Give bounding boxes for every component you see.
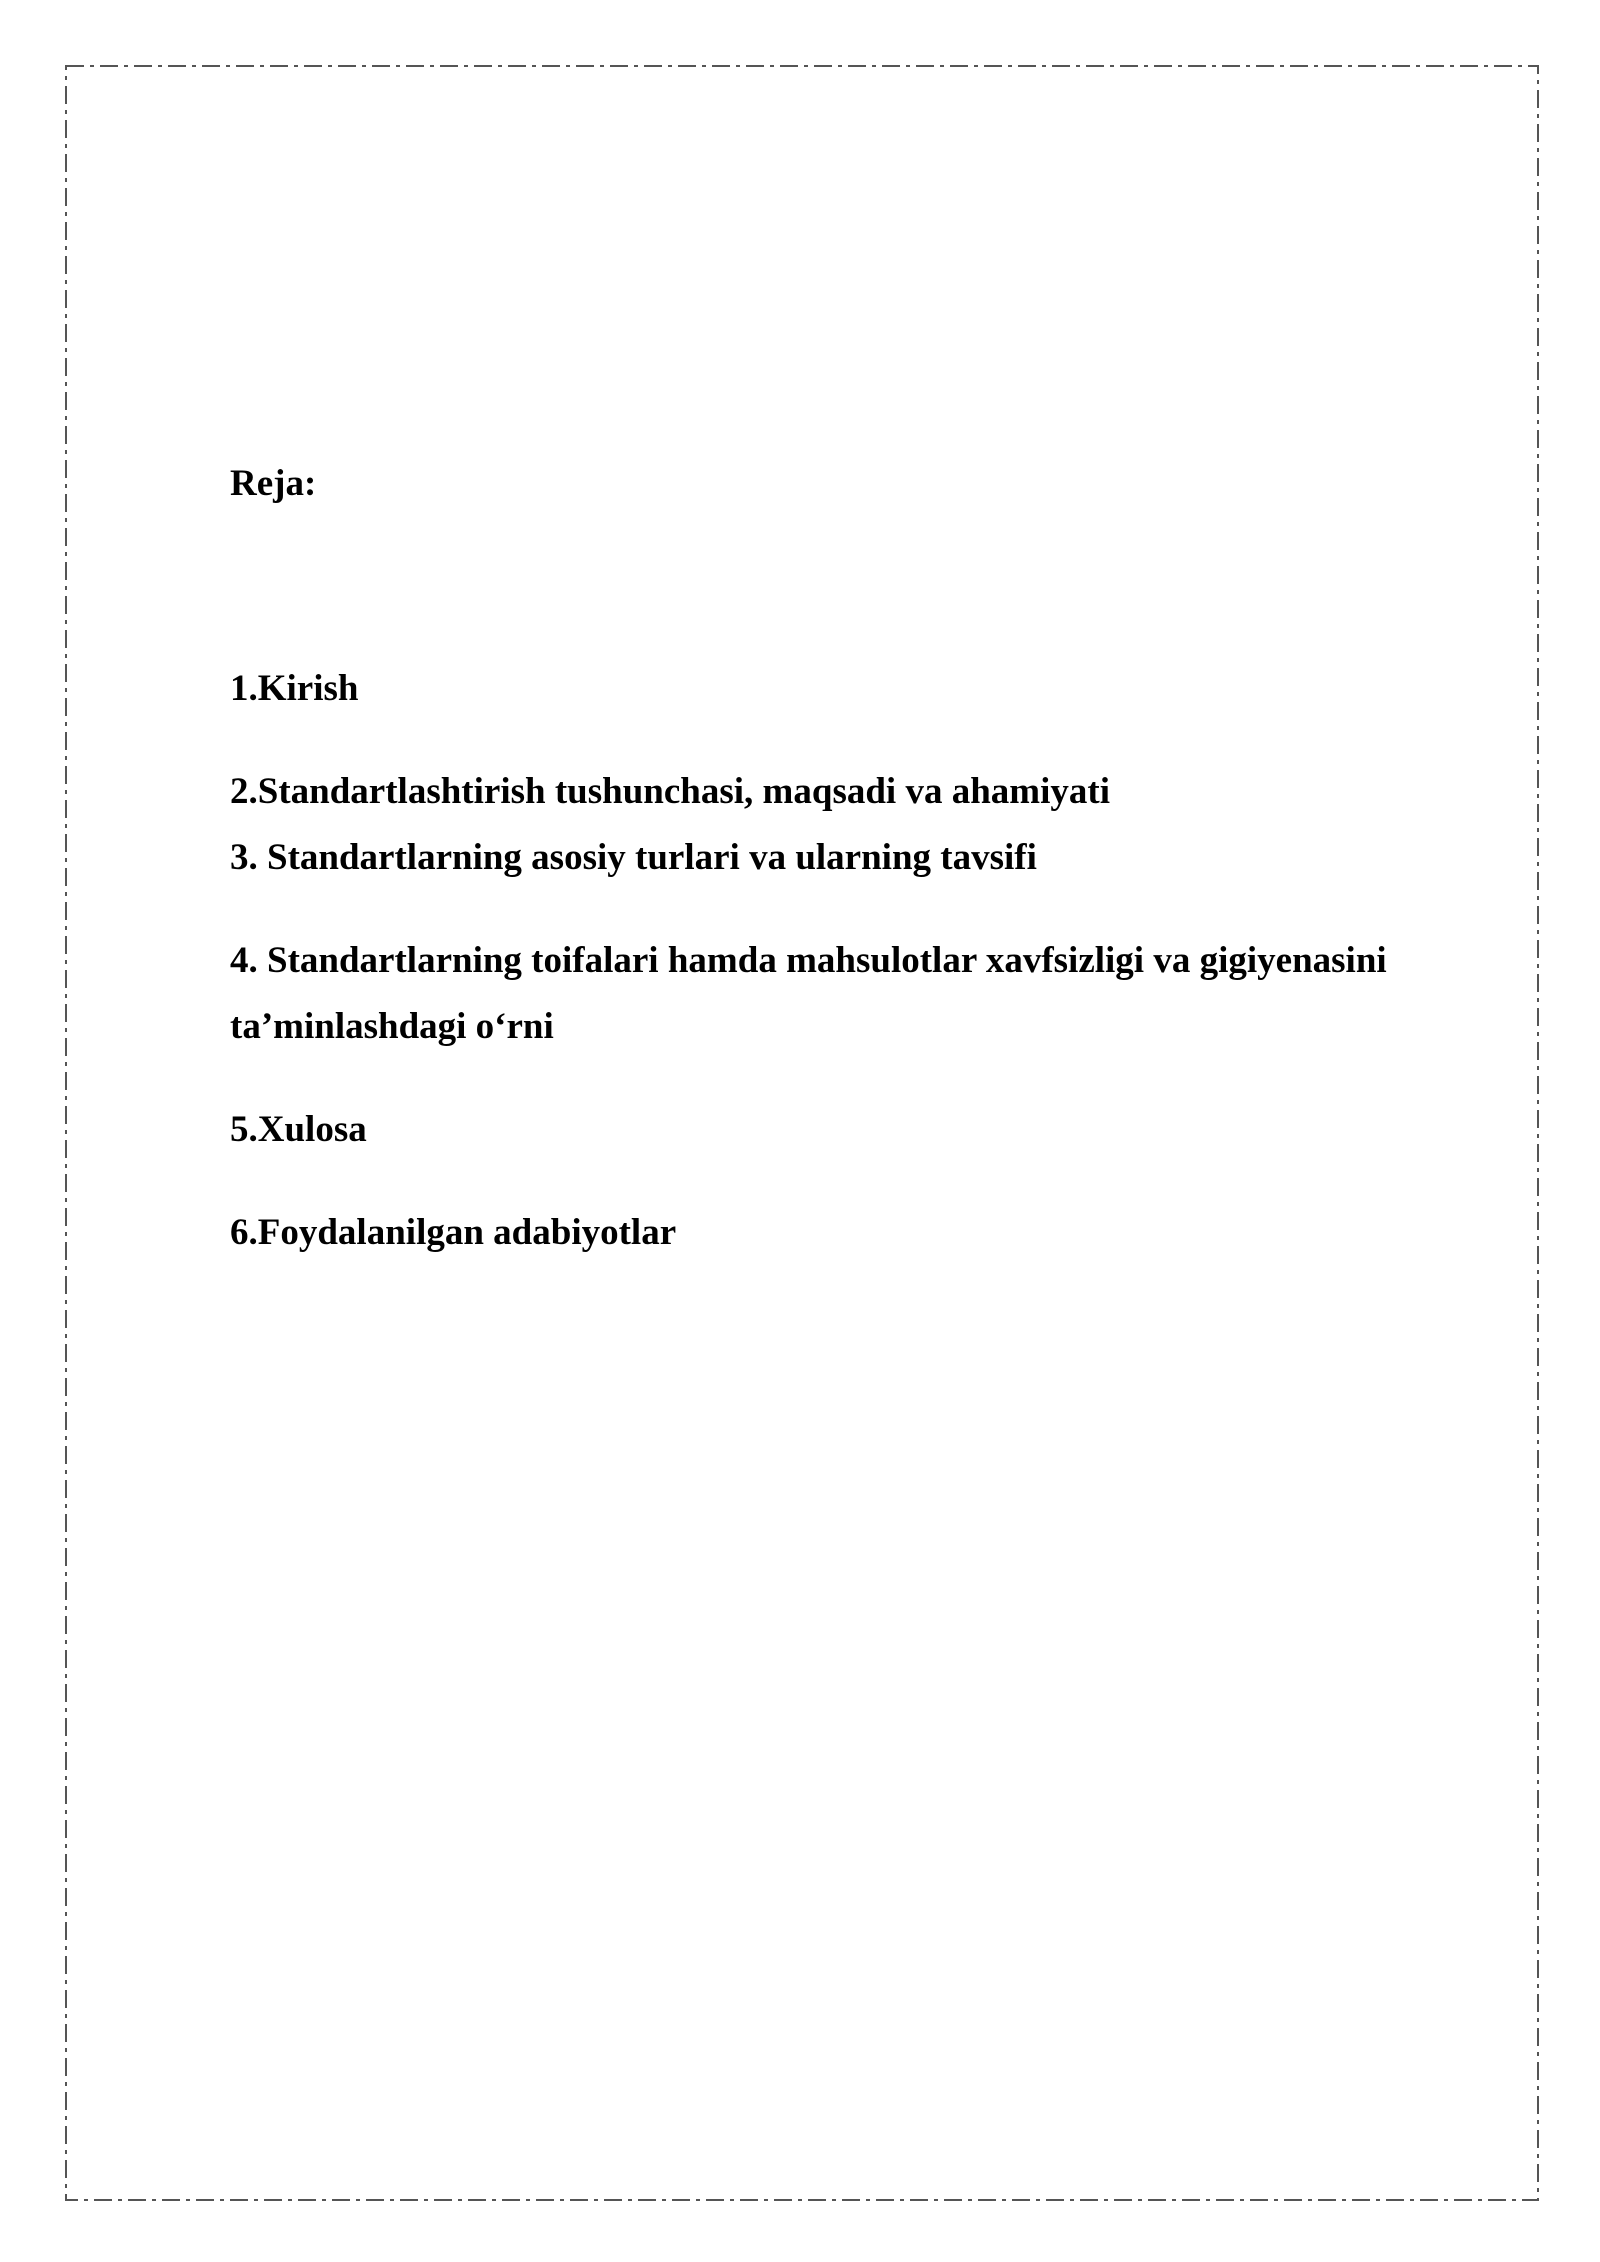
- plan-item-references: 6.Foydalanilgan adabiyotlar: [230, 1212, 677, 1253]
- plan-item-standard-types: 3. Standartlarning asosiy turlari va ularning tavsifi: [230, 837, 1037, 878]
- plan-heading: Reja:: [230, 463, 317, 504]
- plan-item-standardization-concept: 2.Standartlashtirish tushunchasi, maqsadi va ahamiyati: [230, 771, 1110, 812]
- plan-item-conclusion: 5.Xulosa: [230, 1109, 367, 1150]
- plan-item-standard-categories-line2: ta’minlashdagi o‘rni: [230, 1006, 554, 1047]
- plan-item-introduction: 1.Kirish: [230, 668, 359, 709]
- plan-item-standard-categories-line1: 4. Standartlarning toifalari hamda mahsulotlar xavfsizligi va gigiyenasini: [230, 940, 1387, 981]
